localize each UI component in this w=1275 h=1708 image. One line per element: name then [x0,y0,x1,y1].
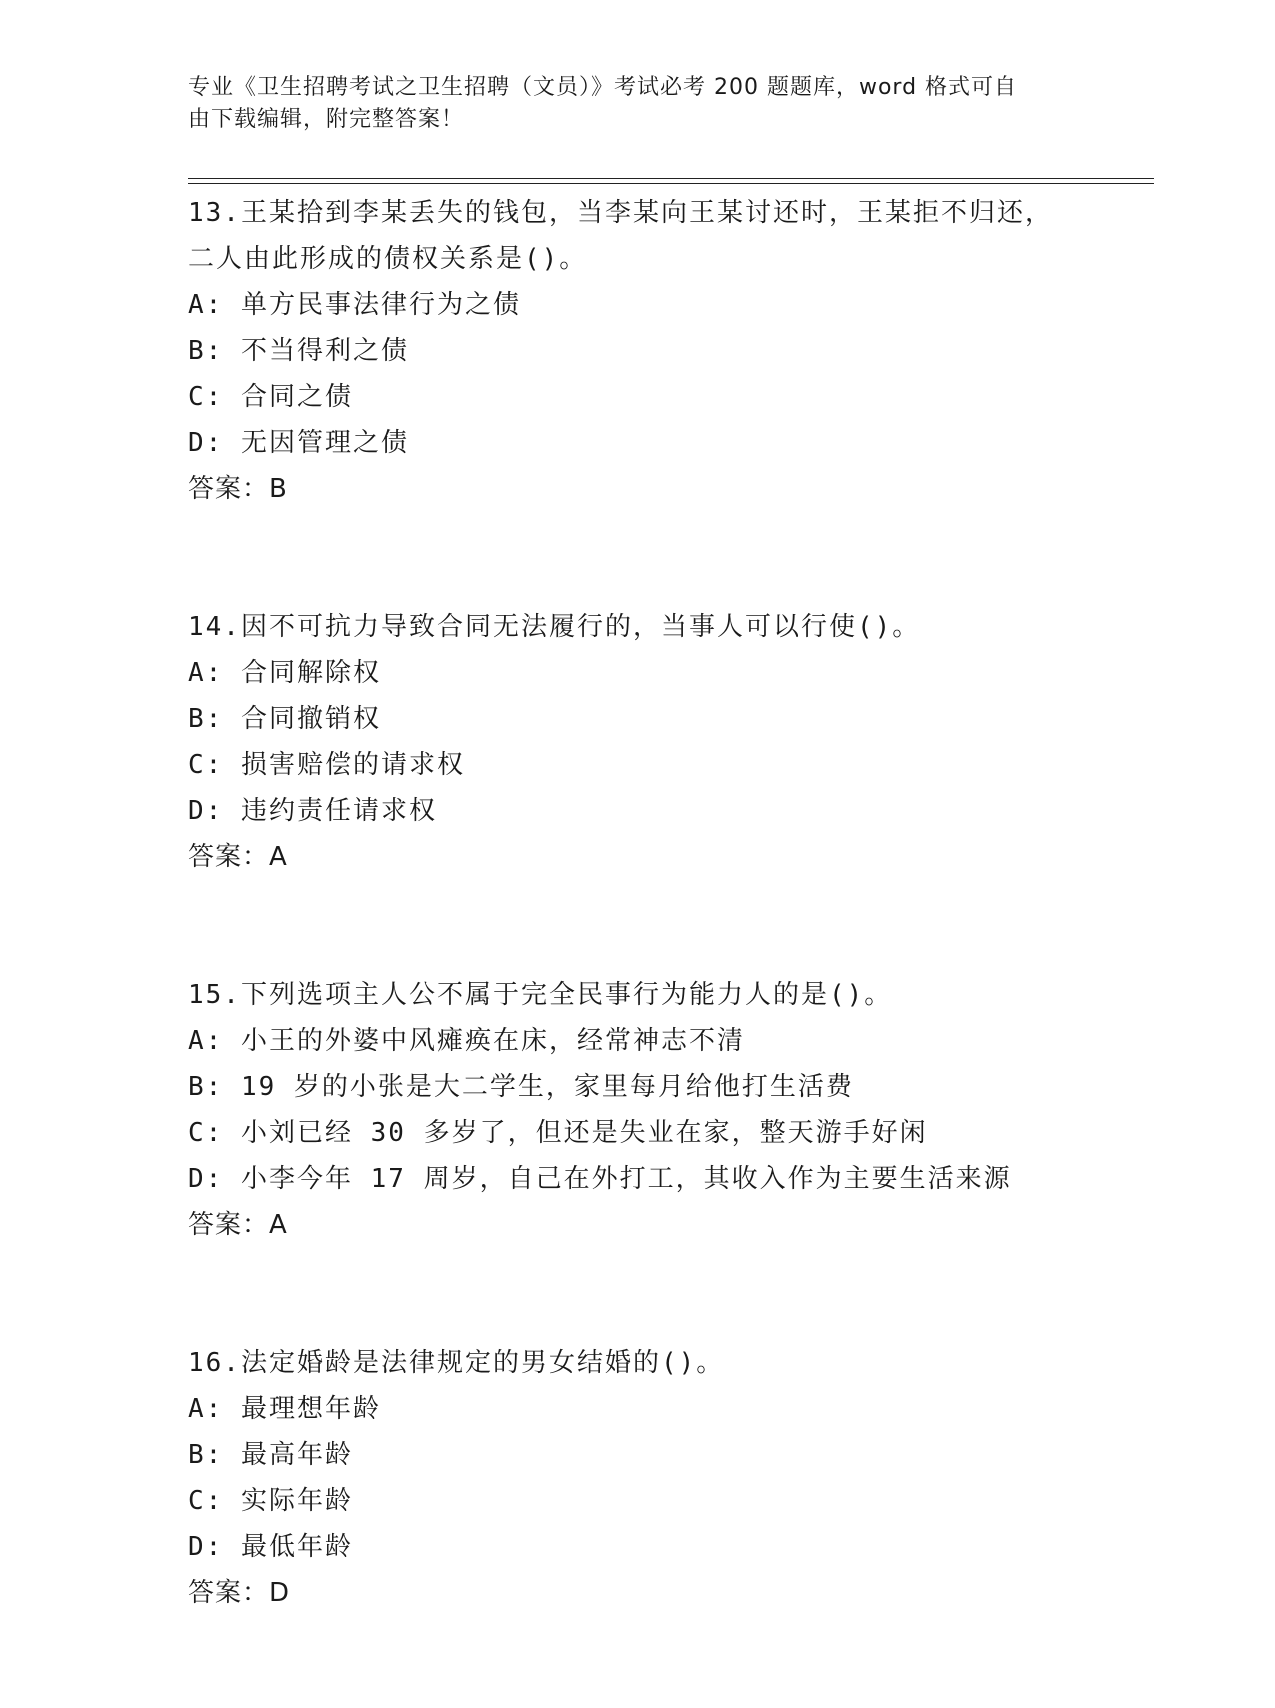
option-c: C: 实际年龄 [188,1486,353,1516]
answer: 答案：B [188,474,288,504]
option-d: D: 违约责任请求权 [188,796,437,826]
option-d: D: 最低年龄 [188,1532,353,1562]
question-stem: 13.王某拾到李某丢失的钱包，当李某向王某讨还时，王某拒不归还， [188,198,1053,228]
header-line-1: 专业《卫生招聘考试之卫生招聘（文员）》考试必考 200 题题库，word 格式可自 [188,75,1018,100]
question-stem: 15.下列选项主人公不属于完全民事行为能力人的是()。 [188,980,893,1010]
question-14 [188,604,1154,880]
option-c: C: 小刘已经 30 多岁了，但还是失业在家，整天游手好闲 [188,1118,928,1148]
option-b: B: 19 岁的小张是大二学生，家里每月给他打生活费 [188,1072,854,1102]
question-13 [188,190,1154,512]
option-a: A: 单方民事法律行为之债 [188,290,521,320]
option-d: D: 无因管理之债 [188,428,409,458]
question-stem-continued: 二人由此形成的债权关系是()。 [188,244,588,274]
answer: 答案：A [188,1210,288,1240]
option-d: D: 小李今年 17 周岁，自己在外打工，其收入作为主要生活来源 [188,1164,1012,1194]
header-line-2: 由下载编辑，附完整答案！ [188,107,465,132]
question-list [188,190,1154,1708]
header-divider-bottom [188,183,1154,184]
answer: 答案：A [188,842,288,872]
answer: 答案：D [188,1578,291,1608]
option-a: A: 小王的外婆中风瘫痪在床，经常神志不清 [188,1026,745,1056]
option-c: C: 损害赔偿的请求权 [188,750,465,780]
option-b: B: 不当得利之债 [188,336,409,366]
option-b: B: 合同撤销权 [188,704,381,734]
option-b: B: 最高年龄 [188,1440,353,1470]
question-stem: 14.因不可抗力导致合同无法履行的，当事人可以行使()。 [188,612,921,642]
option-a: A: 最理想年龄 [188,1394,381,1424]
header-divider-top [188,178,1154,179]
question-stem: 16.法定婚龄是法律规定的男女结婚的()。 [188,1348,725,1378]
question-15 [188,972,1154,1248]
document-header [188,72,1088,136]
option-a: A: 合同解除权 [188,658,381,688]
option-c: C: 合同之债 [188,382,353,412]
question-16 [188,1340,1154,1616]
